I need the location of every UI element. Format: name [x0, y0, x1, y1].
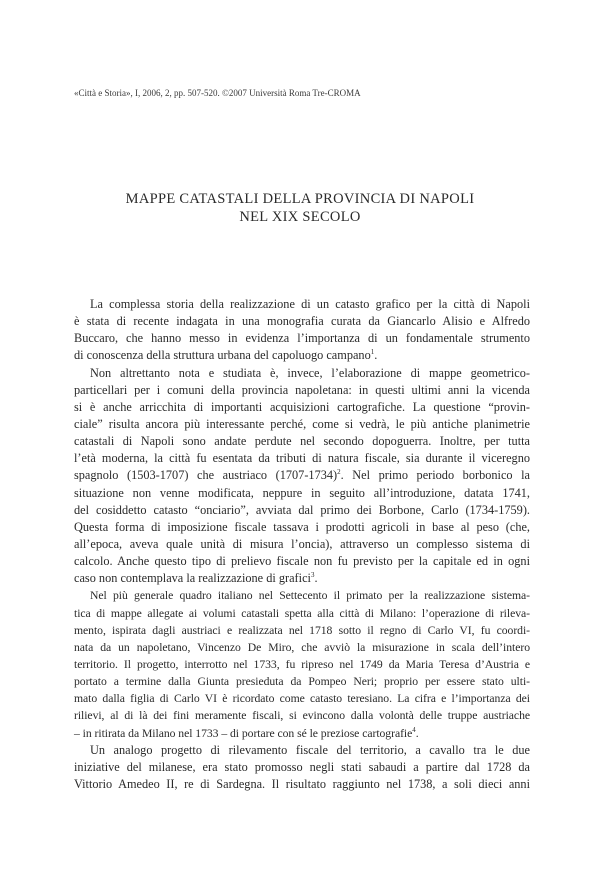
- text-line: territorio. Il progetto, interrotto nel 1733, fu ripreso nel 1749 da Maria Teresa d’Austria e: [74, 657, 530, 671]
- text-line: è stata di recente indagata in una monografia curata da Giancarlo Alisio e Alfredo: [74, 314, 530, 329]
- text-line: si è anche arricchita di importanti acquisizioni cartografiche. La questione “provin-: [74, 399, 530, 414]
- paragraph-2: [74, 365, 530, 588]
- text-line: tica di mappe allegate ai volumi catastali spetta alla città di Milano: l’operazione di rileva-: [74, 606, 530, 620]
- footnote-ref-2[interactable]: 2: [337, 468, 341, 477]
- text-line: Non altrettanto nota e studiata è, invece, l’elaborazione di mappe geometrico-: [90, 365, 530, 380]
- journal-citation-header: «Città e Storia», I, 2006, 2, pp. 507-520. ©2007 Università Roma Tre-CROMA: [74, 88, 361, 98]
- footnote-ref-3[interactable]: 3: [310, 571, 315, 580]
- text-line: Nel più generale quadro italiano nel Settecento il primato per la realizzazione sistema-: [90, 589, 530, 603]
- text-line: catastali di Napoli sono andate perdute nel secondo dopoguerra. Inoltre, per tutta: [74, 434, 530, 449]
- text-line: [74, 467, 530, 484]
- text-line: Vittorio Amedeo II, re di Sardegna. Il risultato raggiunto nel 1738, a soli dieci anni: [74, 776, 530, 791]
- text-line-content: . Nel primo periodo borbonico la: [340, 468, 530, 483]
- paragraph-3: [74, 587, 530, 741]
- text-line: portato a termine dalla Giunta presieduta da Pompeo Neri; proprio per essere stato ulti-: [74, 675, 530, 689]
- text-line: mato dalla figlia di Carlo VI è ricordato come catasto teresiano. La cifra e l’importanza dei: [74, 692, 530, 706]
- text-line: La complessa storia della realizzazione di un catasto grafico per la città di Napoli: [90, 297, 530, 311]
- footnote-ref-1[interactable]: 1: [370, 348, 375, 357]
- text-line: Questa forma di imposizione fiscale tassava i prodotti agricoli in base al peso (che,: [74, 519, 530, 534]
- text-line: nata da un napoletano, Vincenzo De Miro, che avviò la misurazione in scala dell’intero: [74, 640, 530, 654]
- article-body: [74, 296, 530, 793]
- text-line: mento, ispirata dagli austriaci e realizzata nel 1718 sotto il regno di Carlo VI, fu coordi-: [74, 623, 530, 637]
- article-title-line-2: NEL XIX SECOLO: [239, 209, 361, 225]
- text-line: l’età moderna, la città fu esentata da tributi di natura fiscale, sia durante il viceregno: [74, 451, 530, 466]
- text-line: Buccaro, che hanno messo in evidenza l’importanza di un fondamentale strumento: [74, 331, 530, 346]
- text-line-content: caso non contemplava la realizzazione di grafici: [74, 571, 311, 586]
- text-line: Un analogo progetto di rilevamento fiscale del territorio, a cavallo tra le due: [90, 742, 530, 757]
- text-line: caso non contemplava la realizzazione di grafici$^3$.: [74, 571, 318, 586]
- footnote-ref-4[interactable]: 4: [412, 725, 416, 734]
- text-line: particellari per i comuni della provincia napoletana: in questi ultimi anni la vicenda: [74, 382, 530, 397]
- text-line: del cosiddetto catasto “onciario”, avviata dal primo dei Borbone, Carlo (1734-1759).: [74, 502, 530, 517]
- text-line: iniziative del milanese, era stato promosso negli stati sabaudi a partire dal 1728 da: [74, 759, 530, 774]
- text-line: ciale” risulta ancora più interessante perché, come si vedrà, le più antiche planimetrie: [74, 416, 530, 431]
- text-line: di conoscenza della struttura urbana del capoluogo campano$^1$.: [74, 348, 378, 363]
- text-line-content: spagnolo (1503-1707) che austriaco (1707-1734): [74, 468, 338, 483]
- text-line-content: – in ritirata da Milano nel 1733 – di portare con sé le preziose cartografie: [74, 726, 413, 740]
- article-title: [0, 190, 600, 226]
- text-line-content: di conoscenza della struttura urbana del capoluogo campano: [74, 348, 371, 363]
- text-line: all’epoca, aveva quale unità di misura l’oncia), attraverso un complesso sistema di: [74, 536, 530, 551]
- article-title-line-1: MAPPE CATASTALI DELLA PROVINCIA DI NAPOLI: [125, 191, 475, 207]
- paragraph-4: [74, 742, 530, 793]
- text-line: – in ritirata da Milano nel 1733 – di portare con sé le preziose cartografie$^4$.: [74, 725, 419, 740]
- text-line: rilievi, al di là dei fini meramente fiscali, si evincono dalla volontà delle truppe austriache: [74, 709, 530, 723]
- paragraph-1: [74, 296, 530, 365]
- text-line: situazione non venne modificata, neppure in seguito all’introduzione, datata 1741,: [74, 485, 530, 500]
- text-line: calcolo. Anche questo tipo di prelievo fiscale non fu previsto per la capitale ed in ogni: [74, 554, 530, 569]
